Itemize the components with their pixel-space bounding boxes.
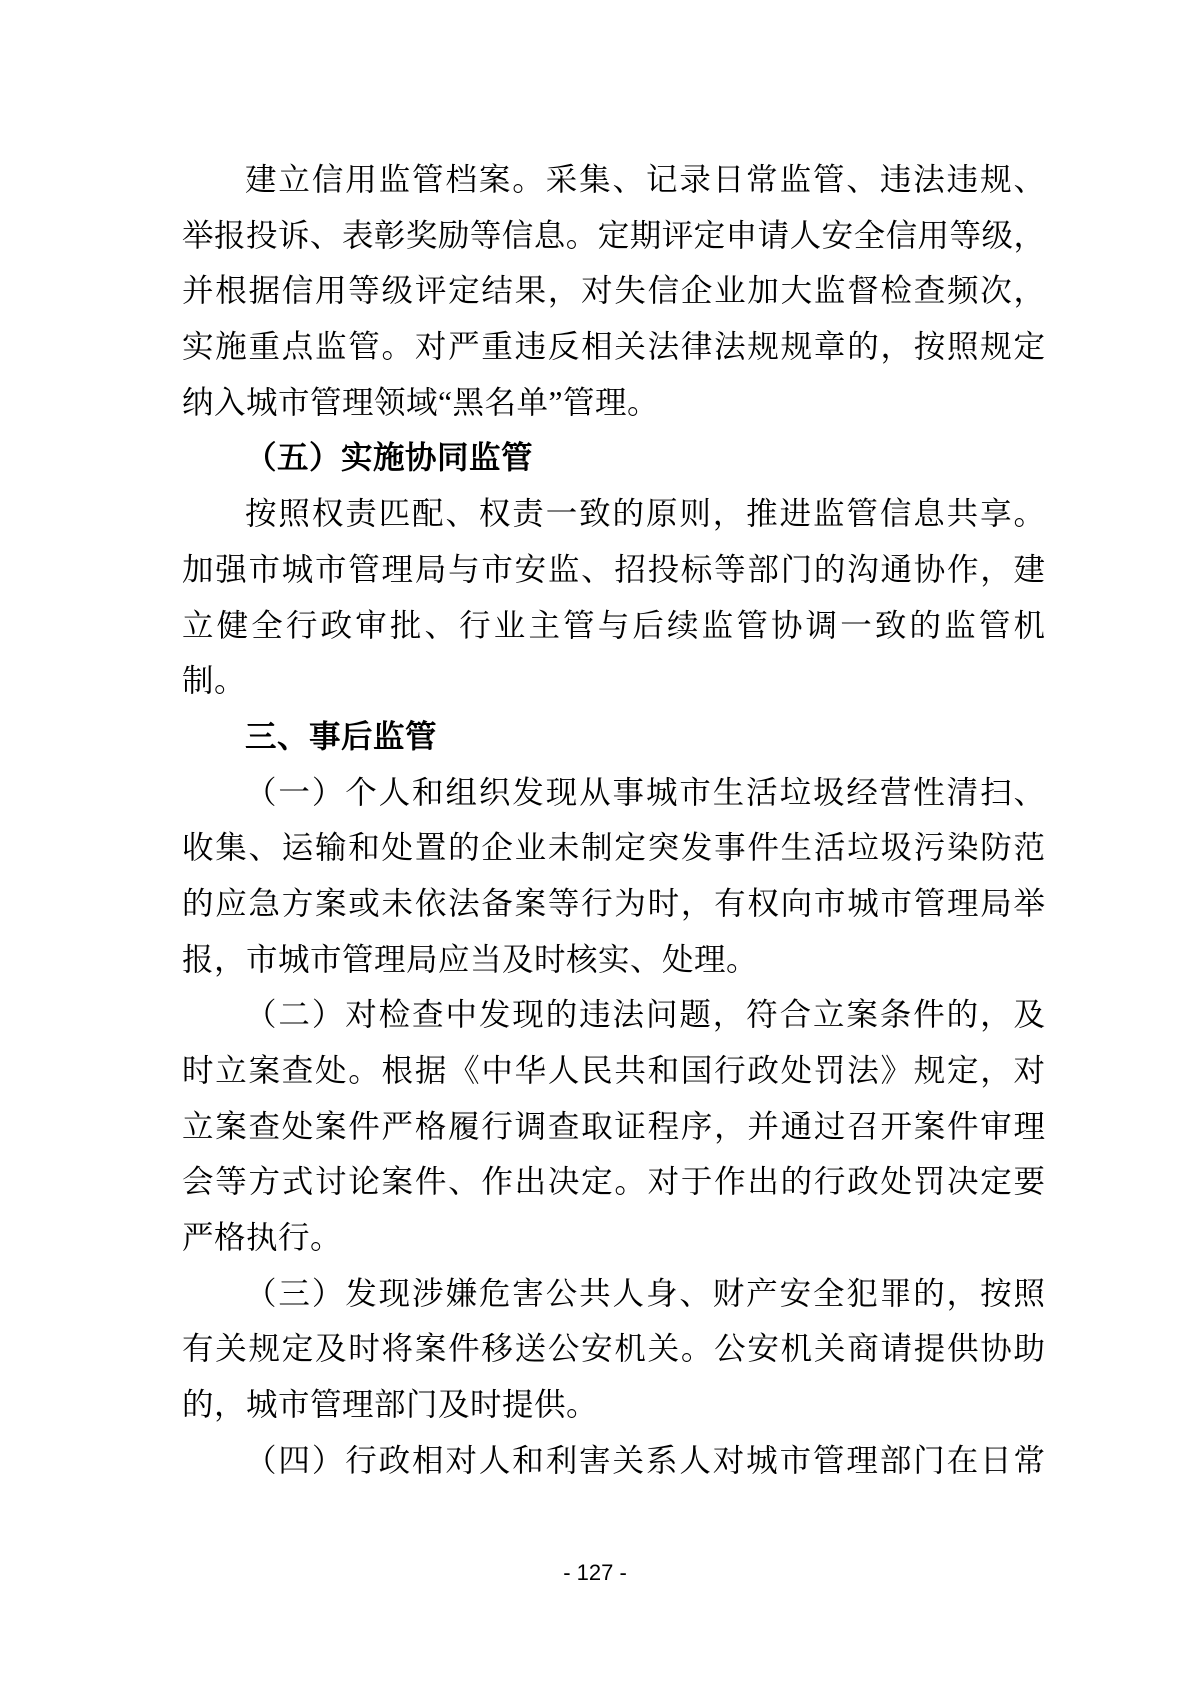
- text-line: 举报投诉、表彰奖励等信息。定期评定申请人安全信用等级，: [182, 217, 1045, 253]
- page-number: - 127 -: [563, 1560, 627, 1585]
- text-line: 并根据信用等级评定结果，对失信企业加大监督检查频次，: [182, 273, 1045, 309]
- text-line: 的应急方案或未依法备案等行为时，有权向市城市管理局举: [182, 885, 1045, 921]
- text-line: 严格执行。: [182, 1220, 343, 1256]
- text-line: 时立案查处。根据《中华人民共和国行政处罚法》规定，对: [182, 1053, 1045, 1088]
- section-heading: 三、事后监管: [245, 717, 438, 754]
- text-line: 会等方式讨论案件、作出决定。对于作出的行政处罚决定要: [182, 1164, 1045, 1200]
- text-line: 加强市城市管理局与市安监、招投标等部门的沟通协作，建: [182, 551, 1045, 587]
- text-line: （三）发现涉嫌危害公共人身、财产安全犯罪的，按照: [245, 1275, 1045, 1311]
- text-line: （二）对检查中发现的违法问题，符合立案条件的，及: [245, 997, 1045, 1033]
- section-heading: （五）实施协同监管: [245, 439, 534, 476]
- text-line: 实施重点监管。对严重违反相关法律法规规章的，按照规定: [182, 329, 1045, 365]
- text-line: 制。: [182, 663, 247, 699]
- document-body: [182, 152, 1045, 1489]
- text-line: 有关规定及时将案件移送公安机关。公安机关商请提供协助: [182, 1331, 1045, 1367]
- text-line: 建立信用监管档案。采集、记录日常监管、违法违规、: [245, 162, 1045, 197]
- text-line: 立案查处案件严格履行调查取证程序，并通过召开案件审理: [182, 1108, 1045, 1144]
- text-line: 立健全行政审批、行业主管与后续监管协调一致的监管机: [182, 607, 1045, 643]
- text-line: 纳入城市管理领域“黑名单”管理。: [182, 384, 659, 420]
- text-line: （一）个人和组织发现从事城市生活垃圾经营性清扫、: [245, 774, 1045, 810]
- text-line: 报，市城市管理局应当及时核实、处理。: [182, 941, 759, 977]
- text-line: 按照权责匹配、权责一致的原则，推进监管信息共享。: [245, 496, 1045, 532]
- text-line: 收集、运输和处置的企业未制定突发事件生活垃圾污染防范: [182, 830, 1045, 866]
- text-line: （四）行政相对人和利害关系人对城市管理部门在日常: [245, 1442, 1045, 1478]
- text-line: 的，城市管理部门及时提供。: [182, 1387, 599, 1423]
